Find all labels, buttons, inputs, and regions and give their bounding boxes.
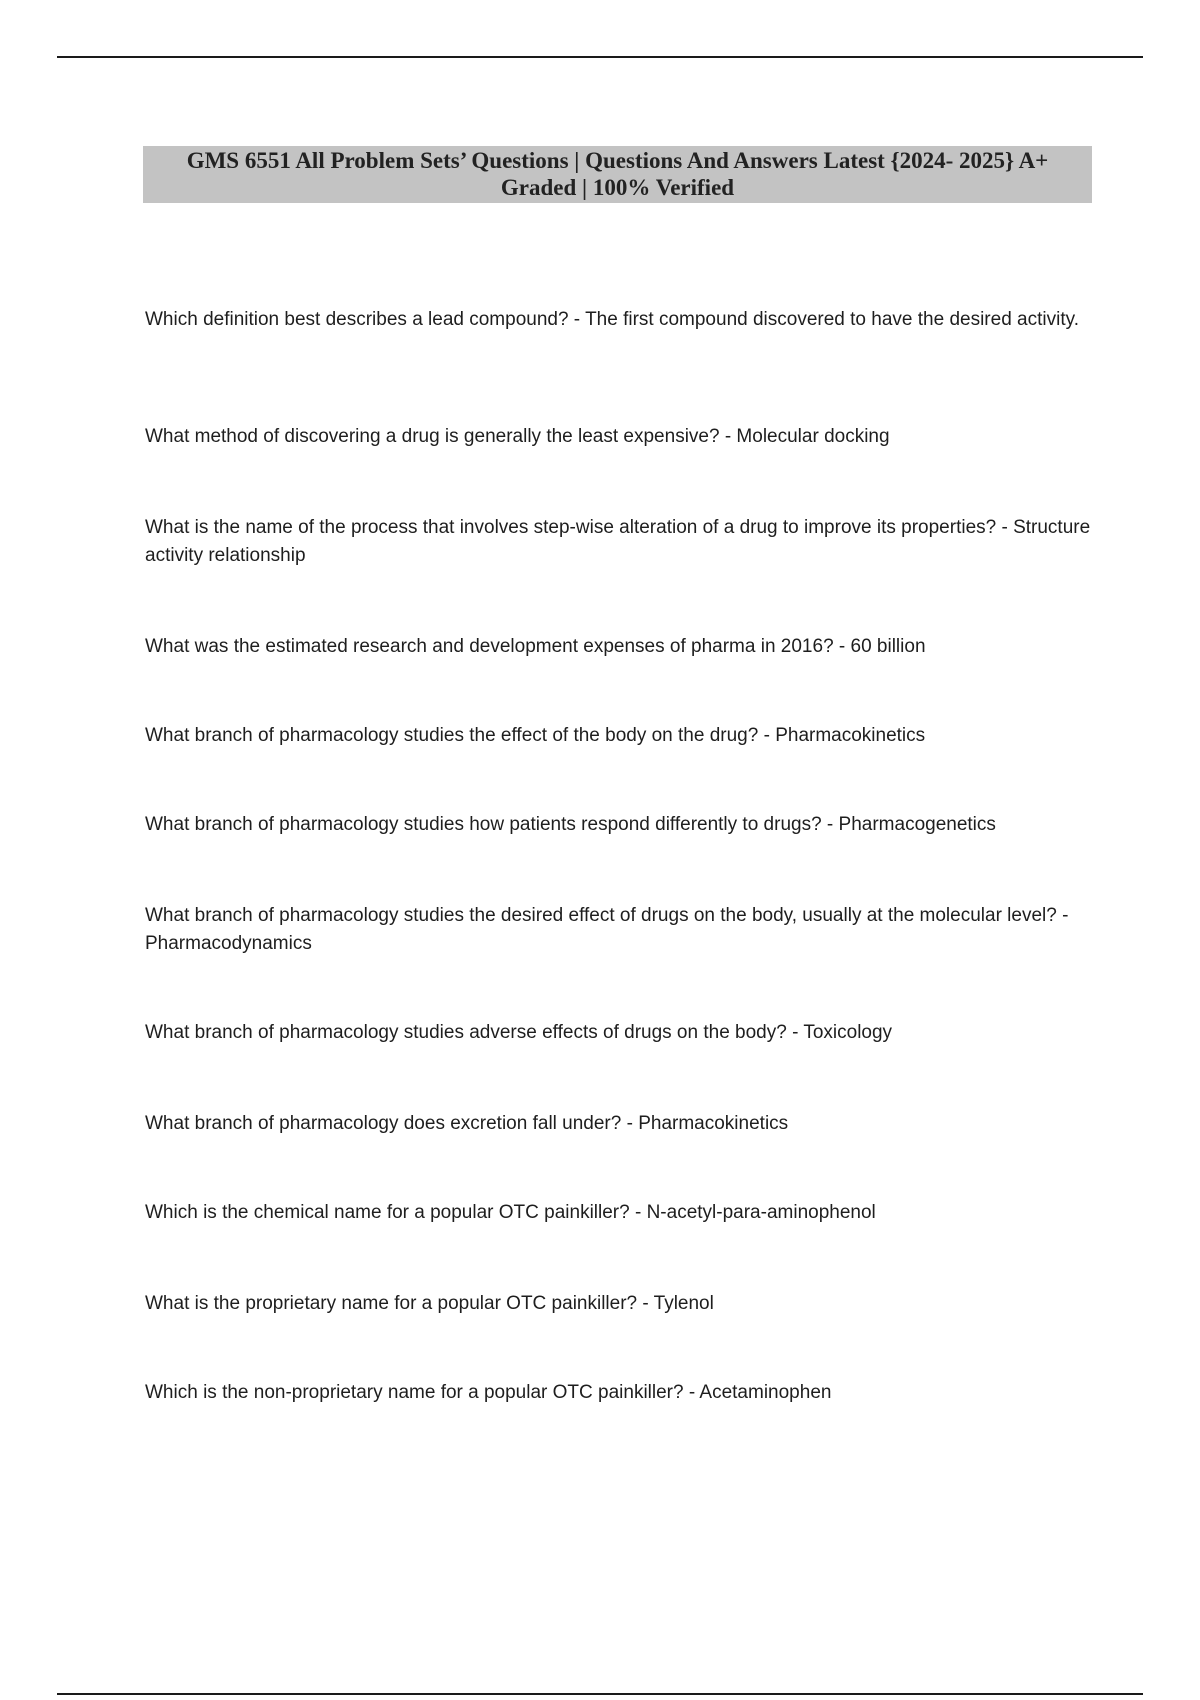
qa-item: What branch of pharmacology studies the desired effect of drugs on the body, usually at the molecular level? - Pharmacodynamics [145,905,1069,954]
qa-item: Which definition best describes a lead compound? - The first compound discovered to have the desired activity. [145,309,1079,330]
qa-item: What branch of pharmacology studies how patients respond differently to drugs? - Pharmacogenetics [145,814,996,835]
qa-item: What branch of pharmacology studies the effect of the body on the drug? - Pharmacokinetics [145,725,926,746]
qa-item: What is the name of the process that involves step-wise alteration of a drug to improve its properties? - Structure activity relationship [145,517,1091,566]
header-rule [57,56,1143,58]
qa-item: What was the estimated research and development expenses of pharma in 2016? - 60 billion [145,636,926,657]
document-title-line-1: GMS 6551 All Problem Sets’ Questions | Questions And Answers Latest {2024- 2025} A+ [186,148,1049,173]
document-title-banner [143,146,1092,203]
qa-item: What branch of pharmacology studies adverse effects of drugs on the body? - Toxicology [145,1022,893,1043]
footer-rule [57,1693,1143,1695]
qa-item: What is the proprietary name for a popular OTC painkiller? - Tylenol [145,1293,714,1314]
qa-item: What branch of pharmacology does excretion fall under? - Pharmacokinetics [145,1113,789,1134]
qa-item: What method of discovering a drug is generally the least expensive? - Molecular docking [145,426,890,447]
qa-item: Which is the chemical name for a popular OTC painkiller? - N-acetyl-para-aminophenol [145,1202,876,1223]
document-title-line-2: Graded | 100% Verified [500,175,735,200]
qa-item: Which is the non-proprietary name for a popular OTC painkiller? - Acetaminophen [145,1382,832,1403]
